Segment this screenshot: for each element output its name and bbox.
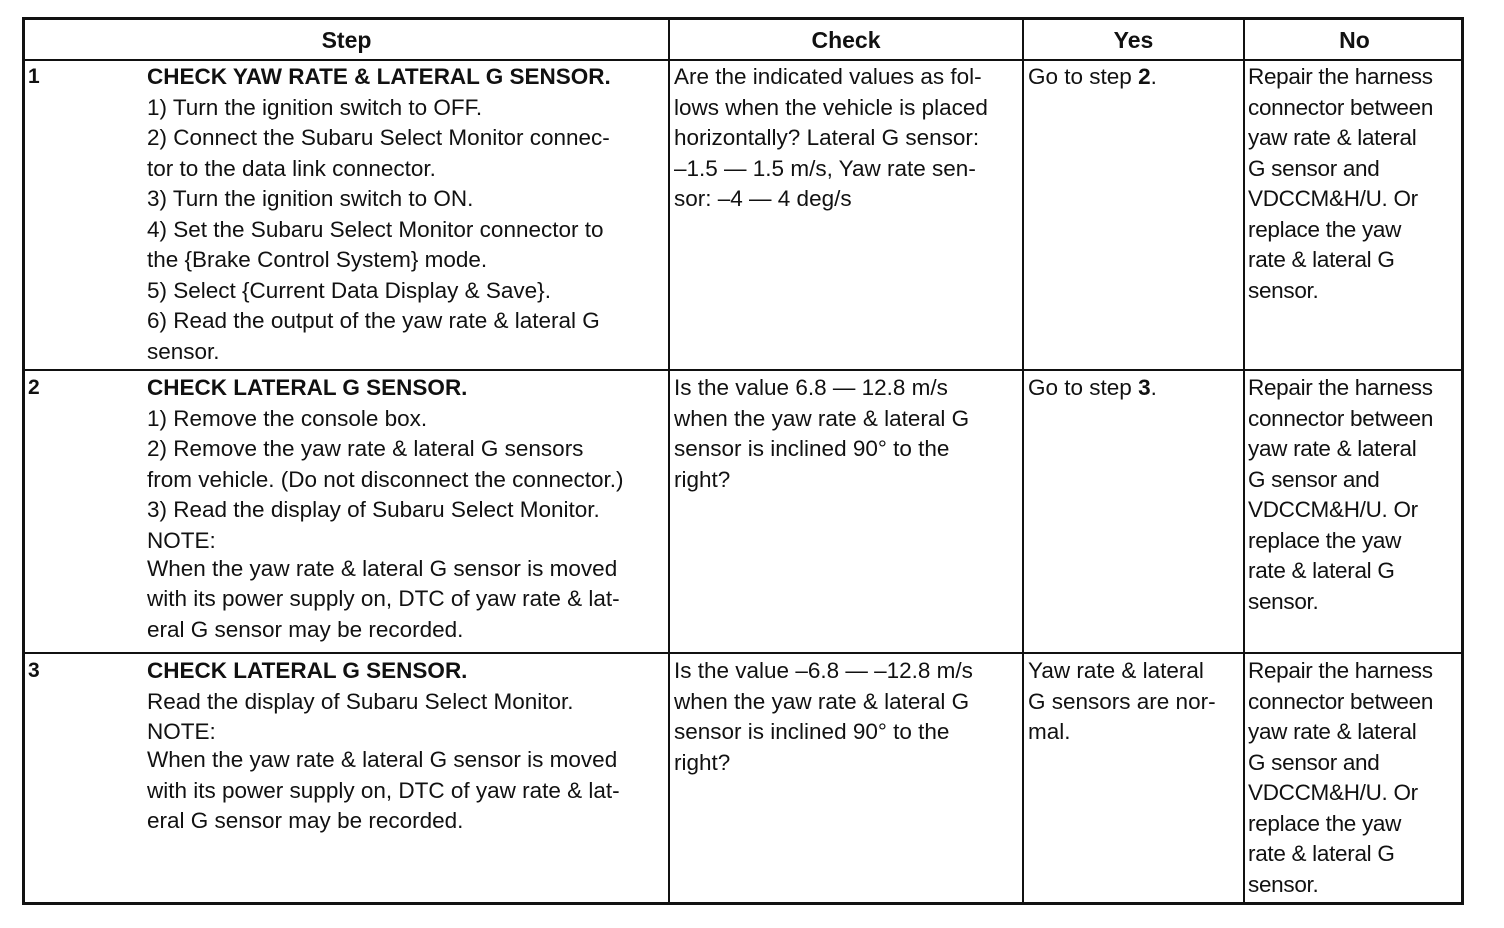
- no-line: connector between: [1248, 94, 1434, 120]
- check-condition: [674, 656, 973, 778]
- yes-action: [1028, 62, 1157, 93]
- no-line: Repair the harness: [1248, 64, 1433, 89]
- header-step: Step: [321, 27, 372, 53]
- check-line: when the yaw rate & lateral G: [674, 405, 970, 431]
- no-line: yaw rate & lateral: [1248, 436, 1417, 461]
- no-line: yaw rate & lateral: [1248, 125, 1417, 150]
- step-line: Read the display of Subaru Select Monitor.: [147, 688, 574, 714]
- note-line: with its power supply on, DTC of yaw rate & lat-: [147, 777, 620, 803]
- yes-action: [1028, 656, 1216, 748]
- note-line: When the yaw rate & lateral G sensor is moved: [147, 747, 618, 772]
- yes-goto: [1028, 62, 1157, 93]
- yes-line: mal.: [1028, 719, 1071, 744]
- yes-suffix: .: [1150, 64, 1157, 89]
- check-line: horizontally? Lateral G sensor:: [674, 125, 980, 150]
- note-label: NOTE:: [147, 719, 216, 744]
- no-line: replace the yaw: [1248, 216, 1402, 242]
- no-line: rate & lateral G: [1248, 247, 1395, 272]
- step-line: 3) Turn the ignition switch to ON.: [147, 186, 474, 211]
- row-divider: [25, 369, 1461, 371]
- no-line: replace the yaw: [1248, 527, 1402, 553]
- yes-step-number: 2: [1138, 64, 1151, 89]
- header-no: No: [1339, 27, 1370, 53]
- step-line: tor to the data link connector.: [147, 155, 436, 181]
- no-line: rate & lateral G: [1248, 558, 1395, 583]
- yes-prefix: Go to step: [1028, 64, 1139, 89]
- no-line: G sensor and: [1248, 749, 1380, 775]
- check-line: Is the value –6.8 — –12.8 m/s: [674, 658, 973, 683]
- step-title: CHECK YAW RATE & LATERAL G SENSOR.: [147, 64, 611, 89]
- yes-prefix: Go to step: [1028, 375, 1139, 400]
- no-line: rate & lateral G: [1248, 841, 1395, 866]
- yes-line: G sensors are nor-: [1028, 688, 1216, 714]
- no-line: VDCCM&H/U. Or: [1248, 186, 1418, 211]
- step-line: 2) Remove the yaw rate & lateral G sensors: [147, 436, 584, 461]
- no-line: replace the yaw: [1248, 810, 1402, 836]
- check-line: lows when the vehicle is placed: [674, 94, 988, 120]
- no-line: VDCCM&H/U. Or: [1248, 497, 1418, 522]
- step-instructions: [147, 373, 624, 645]
- check-line: –1.5 — 1.5 m/s, Yaw rate sen-: [674, 155, 976, 181]
- note-line: eral G sensor may be recorded.: [147, 808, 464, 833]
- no-line: yaw rate & lateral: [1248, 719, 1417, 744]
- no-line: sensor.: [1248, 871, 1319, 897]
- check-line: right?: [674, 749, 731, 775]
- no-line: sensor.: [1248, 277, 1319, 303]
- row-divider: [25, 652, 1461, 654]
- yes-action: [1028, 373, 1157, 404]
- step-title: CHECK LATERAL G SENSOR.: [147, 658, 468, 683]
- check-line: right?: [674, 466, 731, 492]
- no-line: G sensor and: [1248, 466, 1380, 492]
- note-line: When the yaw rate & lateral G sensor is moved: [147, 555, 618, 581]
- header-yes: Yes: [1113, 27, 1154, 53]
- step-line: 1) Turn the ignition switch to OFF.: [147, 94, 483, 120]
- step-instructions: [147, 656, 620, 837]
- step-line: the {Brake Control System} mode.: [147, 247, 488, 272]
- step-title: CHECK LATERAL G SENSOR.: [147, 375, 468, 400]
- check-line: when the yaw rate & lateral G: [674, 688, 970, 714]
- no-line: VDCCM&H/U. Or: [1248, 780, 1418, 805]
- check-condition: [674, 373, 969, 495]
- yes-step-number: 3: [1138, 375, 1151, 400]
- no-line: sensor.: [1248, 588, 1319, 614]
- check-condition: [674, 62, 988, 215]
- no-line: G sensor and: [1248, 155, 1380, 181]
- step-line: 5) Select {Current Data Display & Save}.: [147, 277, 551, 303]
- no-line: Repair the harness: [1248, 375, 1433, 400]
- column-divider: [1022, 20, 1024, 902]
- yes-goto: [1028, 373, 1157, 404]
- check-line: sensor is inclined 90° to the: [674, 719, 950, 744]
- step-line: sensor.: [147, 338, 220, 364]
- yes-line: Yaw rate & lateral: [1028, 658, 1204, 683]
- column-divider: [668, 20, 670, 902]
- no-line: connector between: [1248, 405, 1434, 431]
- check-line: sor: –4 — 4 deg/s: [674, 186, 852, 211]
- yes-suffix: .: [1150, 375, 1157, 400]
- note-line: eral G sensor may be recorded.: [147, 616, 464, 642]
- step-line: from vehicle. (Do not disconnect the connector.): [147, 466, 624, 492]
- column-divider: [1243, 20, 1245, 902]
- step-number: 1: [28, 65, 40, 88]
- check-line: sensor is inclined 90° to the: [674, 436, 950, 461]
- step-number: 2: [28, 376, 40, 399]
- step-line: 3) Read the display of Subaru Select Monitor.: [147, 497, 600, 522]
- step-line: 1) Remove the console box.: [147, 405, 428, 431]
- header-check: Check: [811, 27, 881, 53]
- step-line: 6) Read the output of the yaw rate & lateral G: [147, 308, 600, 333]
- no-action: [1248, 656, 1433, 900]
- no-line: Repair the harness: [1248, 658, 1433, 683]
- note-label: NOTE:: [147, 527, 216, 553]
- no-action: [1248, 373, 1433, 617]
- step-instructions: [147, 62, 611, 367]
- check-line: Are the indicated values as fol-: [674, 64, 982, 89]
- step-line: 4) Set the Subaru Select Monitor connector to: [147, 216, 604, 242]
- note-line: with its power supply on, DTC of yaw rate & lat-: [147, 586, 620, 611]
- step-number: 3: [28, 659, 40, 682]
- step-line: 2) Connect the Subaru Select Monitor connec-: [147, 125, 610, 150]
- diagnostic-table: [22, 17, 1464, 905]
- check-line: Is the value 6.8 — 12.8 m/s: [674, 375, 948, 400]
- no-action: [1248, 62, 1433, 306]
- no-line: connector between: [1248, 688, 1434, 714]
